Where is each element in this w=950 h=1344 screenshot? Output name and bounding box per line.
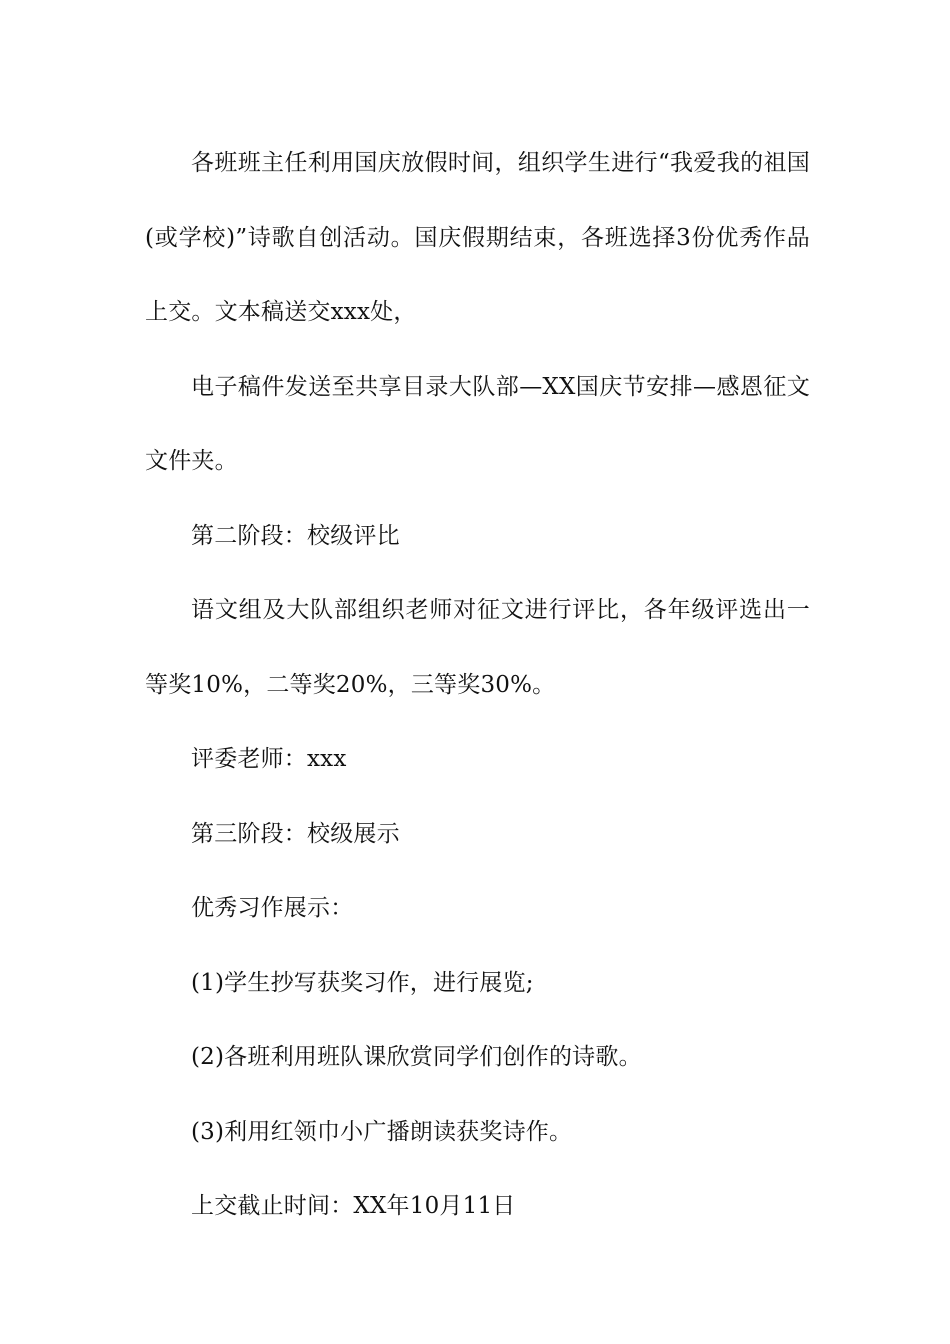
- list-item-class-appreciation: (2)各班利用班队课欣赏同学们创作的诗歌。: [191, 1044, 642, 1070]
- heading-stage-two: 第二阶段：校级评比: [191, 522, 400, 549]
- paragraph-judges: 评委老师：xxx: [191, 746, 347, 772]
- heading-stage-three: 第三阶段：校级展示: [191, 820, 400, 847]
- paragraph-class-activity: 各班班主任利用国庆放假时间，组织学生进行“我爱我的祖国(或学校)”诗歌自创活动。国庆假期结束，各班选择3份优秀作品上交。文本稿送交xxx处，: [145, 150, 810, 325]
- paragraph-evaluation: 语文组及大队部组织老师对征文进行评比，各年级评选出一等奖10%，二等奖20%，三等奖30%。: [145, 597, 810, 698]
- list-item-broadcast: (3)利用红领巾小广播朗读获奖诗作。: [191, 1118, 573, 1145]
- paragraph-electronic-submission: 电子稿件发送至共享目录大队部—XX国庆节安排—感恩征文文件夹。: [145, 373, 810, 474]
- paragraph-deadline: 上交截止时间：XX年10月11日: [191, 1193, 516, 1219]
- document-body: [145, 126, 810, 1244]
- paragraph-showcase-title: 优秀习作展示：: [191, 895, 354, 921]
- list-item-exhibition: (1)学生抄写获奖习作，进行展览;: [191, 969, 534, 996]
